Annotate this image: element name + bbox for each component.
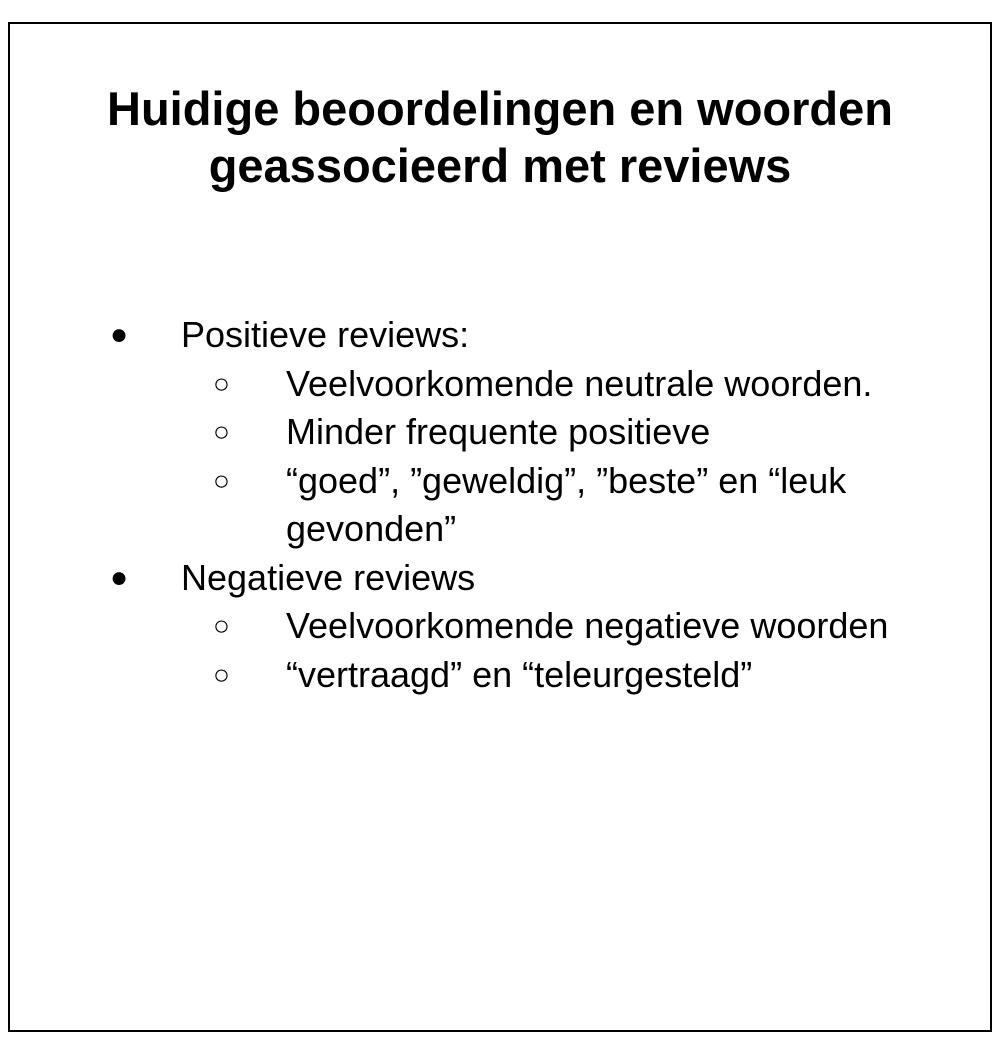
slide-title [10, 80, 990, 194]
list-item-text: “goed”, ”geweldig”, ”beste” en “leuk gevonden” [286, 459, 847, 549]
hollow-bullet-icon: ○ [213, 416, 230, 447]
slide-frame [8, 22, 992, 1032]
list-item [10, 602, 990, 651]
list-item-text: Veelvoorkomende neutrale woorden. [286, 362, 873, 404]
hollow-bullet-icon: ○ [213, 464, 230, 496]
hollow-bullet-icon: ○ [213, 367, 230, 399]
hollow-bullet-icon: ○ [213, 658, 230, 690]
filled-bullet-icon: ● [110, 560, 129, 594]
section-label: Negatieve reviews [181, 556, 476, 598]
slide-title-line-2: geassocieerd met reviews [208, 139, 792, 192]
slide-title-line-1: Huidige beoordelingen en woorden [107, 82, 893, 135]
filled-bullet-icon: ● [110, 318, 129, 351]
section-negative [10, 554, 990, 603]
section-positive [10, 311, 990, 360]
list-item-text: “vertraagd” en “teleurgesteld” [286, 653, 753, 695]
list-item-text: Minder frequente positieve [286, 411, 711, 452]
list-item [10, 360, 990, 409]
list-item-text: Veelvoorkomende negatieve woorden [286, 605, 889, 646]
bullet-list [10, 311, 990, 699]
section-label: Positieve reviews: [181, 314, 470, 355]
list-item [10, 457, 990, 554]
list-item [10, 408, 990, 457]
list-item [10, 651, 990, 700]
hollow-bullet-icon: ○ [213, 610, 230, 641]
